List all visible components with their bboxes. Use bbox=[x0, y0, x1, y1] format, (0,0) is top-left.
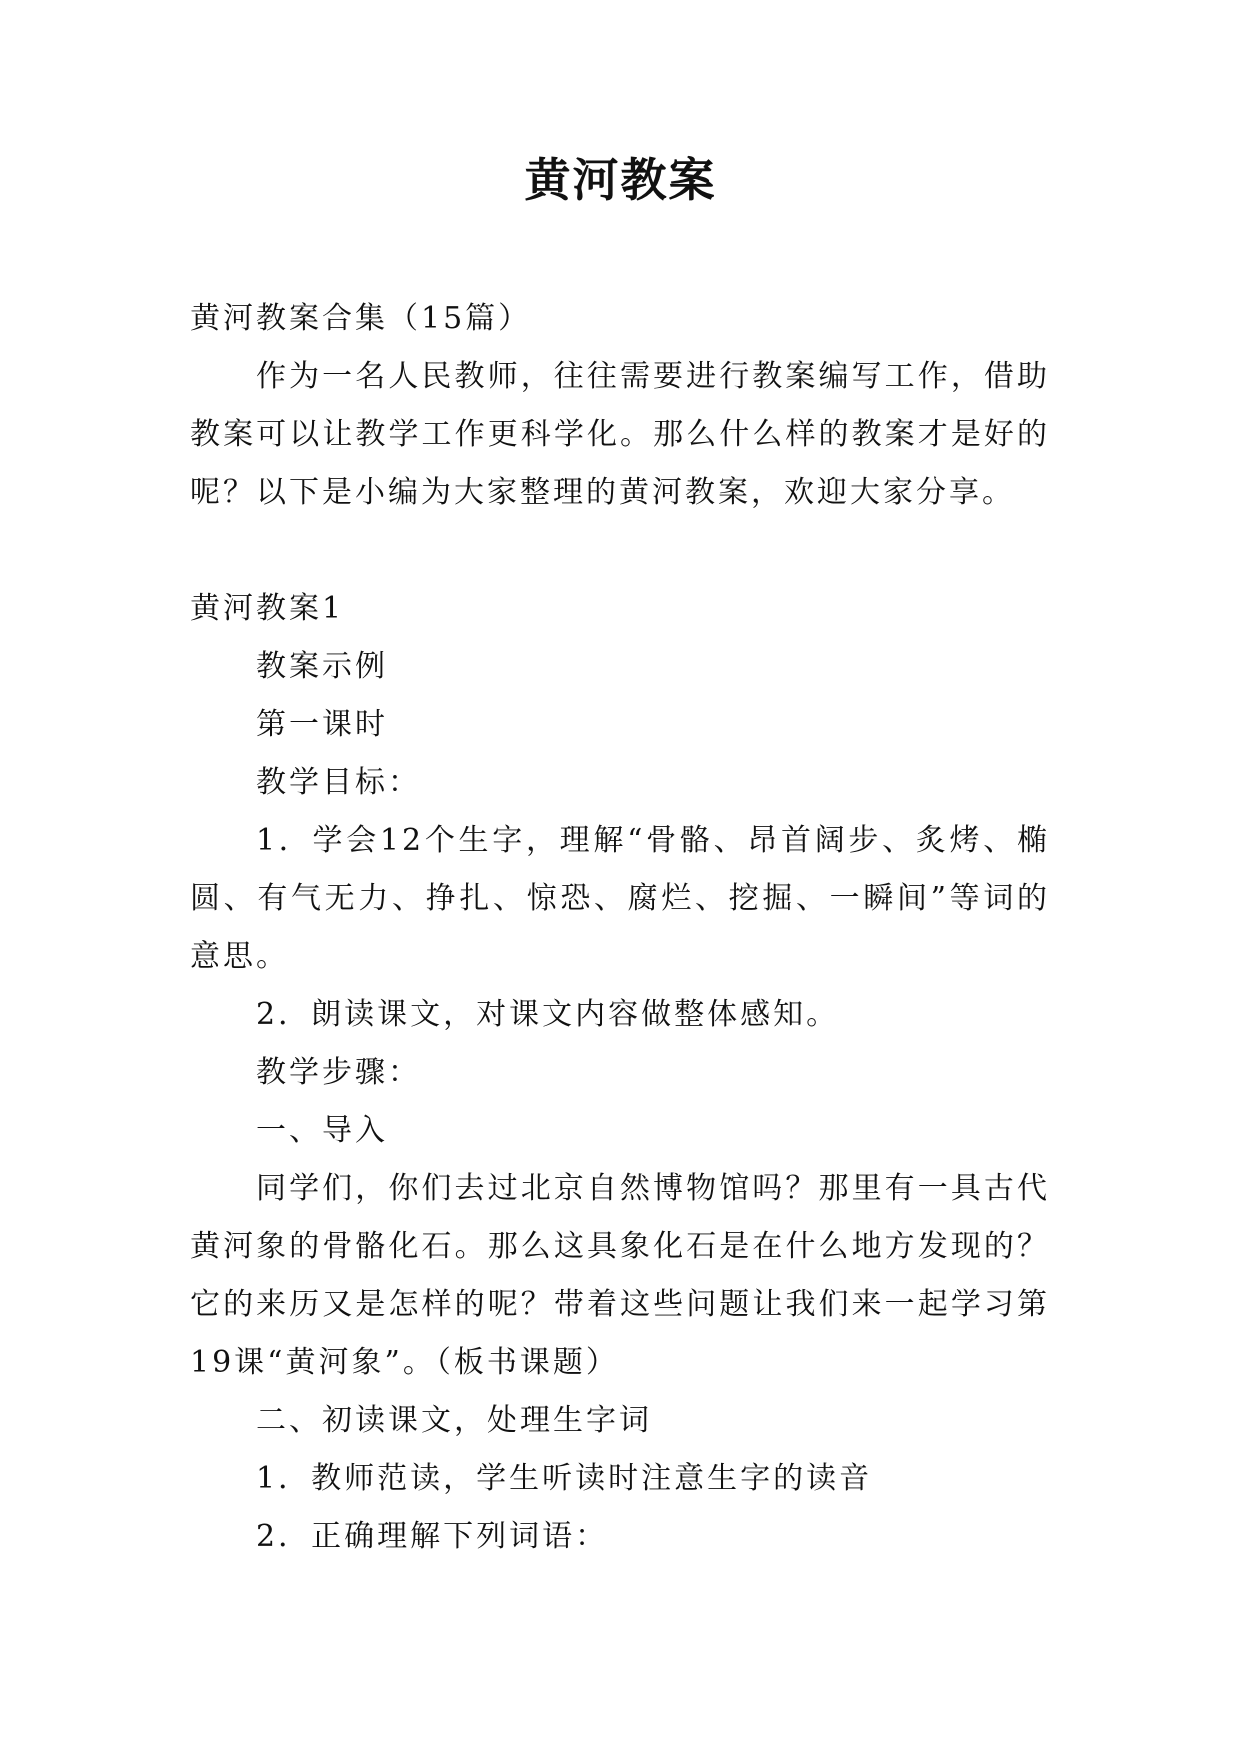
step-2-item-2: 2．正确理解下列词语： bbox=[256, 1519, 609, 1554]
paragraph-gap bbox=[190, 522, 1050, 580]
collection-subtitle: 黄河教案合集（15篇） bbox=[190, 301, 532, 336]
steps-label: 教学步骤： bbox=[256, 1055, 421, 1090]
lesson-label: 第一课时 bbox=[256, 707, 388, 742]
goals-label: 教学目标： bbox=[256, 765, 421, 800]
document-body bbox=[190, 290, 1050, 1566]
step-1-paragraph: 同学们，你们去过北京自然博物馆吗？那里有一具古代黄河象的骨骼化石。那么这具象化石是在什么地方发现的？它的来历又是怎样的呢？带着这些问题让我们来一起学习第19课“黄河象”。（板书课题） bbox=[190, 1171, 1050, 1380]
section-heading: 黄河教案1 bbox=[190, 591, 345, 626]
document-title: 黄河教案 bbox=[524, 153, 717, 207]
goal-item-2: 2．朗读课文，对课文内容做整体感知。 bbox=[256, 997, 840, 1032]
step-1-heading: 一、导入 bbox=[256, 1113, 388, 1148]
goal-item-1: 1．学会12个生字，理解“骨骼、昂首阔步、炙烤、椭圆、有气无力、挣扎、惊恐、腐烂、挖掘、一瞬间”等词的意思。 bbox=[190, 823, 1050, 974]
step-2-heading: 二、初读课文，处理生字词 bbox=[256, 1403, 652, 1438]
intro-paragraph: 作为一名人民教师，往往需要进行教案编写工作，借助教案可以让教学工作更科学化。那么什么样的教案才是好的呢？以下是小编为大家整理的黄河教案，欢迎大家分享。 bbox=[190, 359, 1050, 510]
step-2-item-1: 1．教师范读，学生听读时注意生字的读音 bbox=[256, 1461, 873, 1496]
example-label: 教案示例 bbox=[256, 649, 388, 684]
